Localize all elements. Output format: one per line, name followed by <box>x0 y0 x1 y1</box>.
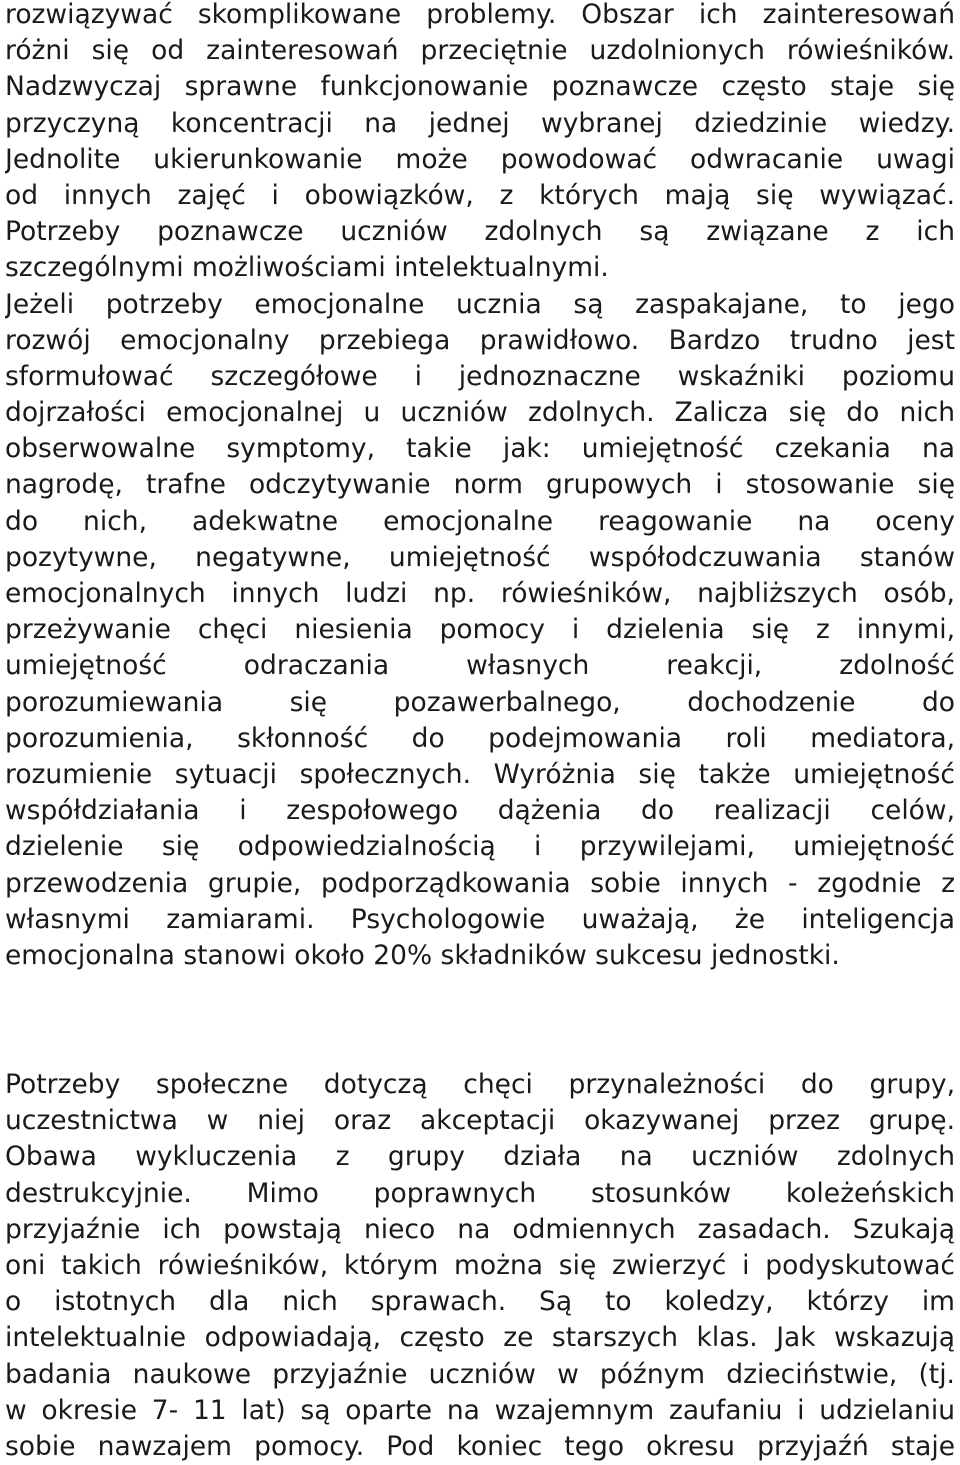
text-line: umiejętność odraczania własnych reakcji, zdolność <box>5 650 955 682</box>
text-line: Jeżeli potrzeby emocjonalne ucznia są zaspakajane, to jego <box>5 288 955 320</box>
text-line: do nich, adekwatne emocjonalne reagowanie na oceny <box>5 505 955 537</box>
text-line: sformułować szczegółowe i jednoznaczne wskaźniki poziomu <box>5 360 955 392</box>
paragraph-cognitive-emotional-needs <box>5 0 955 974</box>
text-line: przyczyną koncentracji na jednej wybranej dziedzinie wiedzy. <box>5 107 955 139</box>
text-line: emocjonalnych innych ludzi np. rówieśników, najbliższych osób, <box>5 578 955 609</box>
text-line: współdziałania i zespołowego dążenia do realizacji celów, <box>5 795 955 827</box>
text-line: od innych zajęć i obowiązków, z których mają się wywiązać. <box>5 179 955 211</box>
text-line: rozwój emocjonalny przebiega prawidłowo. Bardzo trudno jest <box>5 324 955 356</box>
paragraph-social-needs <box>5 1067 955 1465</box>
text-line: dzielenie się odpowiedzialnością i przywilejami, umiejętność <box>5 831 955 863</box>
text-line: porozumienia, skłonność do podejmowania roli mediatora, <box>5 722 955 754</box>
text-line: emocjonalna stanowi około 20% składników sukcesu jednostki. <box>5 939 840 971</box>
text-line: destrukcyjnie. Mimo poprawnych stosunków koleżeńskich <box>5 1177 955 1209</box>
text-line: rozwiązywać skomplikowane problemy. Obszar ich zainteresowań <box>5 0 955 30</box>
text-line: sobie nawzajem pomocy. Pod koniec tego okresu przyjaźń staje <box>5 1430 955 1462</box>
text-line: Potrzeby społeczne dotyczą chęci przynależności do grupy, <box>5 1069 955 1100</box>
text-line: obserwowalne symptomy, takie jak: umiejętność czekania na <box>5 433 955 465</box>
text-line: rozumienie sytuacji społecznych. Wyróżnia się także umiejętność <box>5 758 955 790</box>
text-line: przewodzenia grupie, podporządkowania sobie innych - zgodnie z <box>5 867 955 899</box>
text-line: własnymi zamiarami. Psychologowie uważają, że inteligencja <box>5 903 955 935</box>
text-line: o istotnych dla nich sprawach. Są to koledzy, którzy im <box>5 1286 955 1318</box>
text-line: różni się od zainteresowań przeciętnie uzdolnionych rówieśników. <box>5 35 955 67</box>
text-line: przyjaźnie ich powstają nieco na odmiennych zasadach. Szukają <box>5 1213 955 1245</box>
text-line: nagrodę, trafne odczytywanie norm grupowych i stosowanie się <box>5 469 955 501</box>
text-line: szczególnymi możliwościami intelektualnymi. <box>5 252 609 284</box>
text-line: Nadzwyczaj sprawne funkcjonowanie poznawcze często staje się <box>5 71 955 103</box>
text-line: intelektualnie odpowiadają, często ze starszych klas. Jak wskazują <box>5 1322 955 1354</box>
text-line: porozumiewania się pozawerbalnego, dochodzenie do <box>5 686 955 718</box>
text-line: Jednolite ukierunkowanie może powodować odwracanie uwagi <box>5 143 955 175</box>
text-line: uczestnictwa w niej oraz akceptacji okazywanej przez grupę. <box>5 1105 955 1137</box>
text-line: dojrzałości emocjonalnej u uczniów zdolnych. Zalicza się do nich <box>5 397 955 429</box>
text-line: oni takich rówieśników, którym można się zwierzyć i podyskutować <box>5 1249 955 1281</box>
text-line: badania naukowe przyjaźnie uczniów w późnym dzieciństwie, (tj. <box>5 1358 955 1390</box>
text-line: pozytywne, negatywne, umiejętność współodczuwania stanów <box>5 541 955 573</box>
text-line: Potrzeby poznawcze uczniów zdolnych są związane z ich <box>5 216 955 248</box>
text-line: Obawa wykluczenia z grupy działa na uczniów zdolnych <box>5 1141 955 1173</box>
text-line: w okresie 7- 11 lat) są oparte na wzajemnym zaufaniu i udzielaniu <box>5 1394 955 1426</box>
text-line: przeżywanie chęci niesienia pomocy i dzielenia się z innymi, <box>5 614 955 646</box>
